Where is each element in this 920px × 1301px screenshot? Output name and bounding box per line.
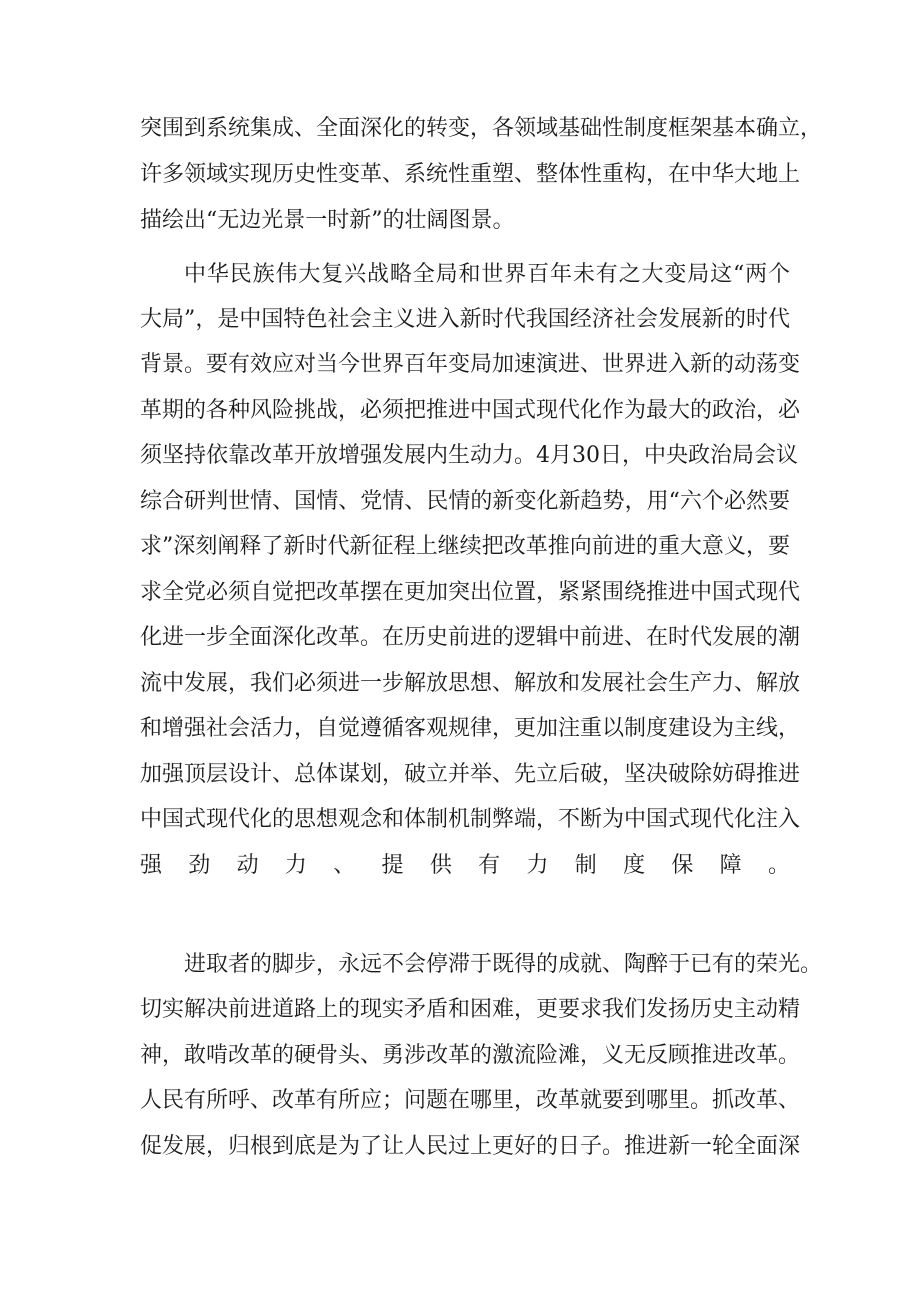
text-line: 神，敢啃改革的硬骨头、勇涉改革的激流险滩，义无反顾推进改革。	[140, 1043, 801, 1068]
text-line	[140, 891, 790, 931]
text-line: 人民有所呼、改革有所应；问题在哪里，改革就要到哪里。抓改革、	[140, 1088, 801, 1113]
text-line: 须坚持依靠改革开放增强发展内生动力。4月30日，中央政治局会议	[140, 443, 798, 468]
text-line: 切实解决前进道路上的现实矛盾和困难，更要求我们发扬历史主动精	[140, 997, 801, 1022]
text-line: 求全党必须自觉把改革摆在更加突出位置，紧紧围绕推进中国式现代	[140, 580, 801, 605]
text-line: 求”深刻阐释了新时代新征程上继续把改革推向前进的重大意义，要	[140, 534, 790, 559]
text-line: 进取者的脚步，永远不会停滞于既得的成就、陶醉于已有的荣光。	[184, 952, 823, 977]
text-line: 许多领域实现历史性变革、系统性重塑、整体性重构，在中华大地上	[140, 162, 801, 187]
text-line: 中国式现代化的思想观念和体制机制弊端，不断为中国式现代化注入	[140, 807, 801, 832]
text-line: 背景。要有效应对当今世界百年变局加速演进、世界进入新的动荡变	[140, 352, 801, 377]
text-line: 突围到系统集成、全面深化的转变，各领域基础性制度框架基本确立，	[140, 116, 823, 141]
text-line: 强劲动力、提供有力制度保障。	[140, 853, 790, 878]
text-line: 化进一步全面深化改革。在历史前进的逻辑中前进、在时代发展的潮	[140, 625, 801, 650]
text-line: 综合研判世情、国情、党情、民情的新变化新趋势，用“六个必然要	[140, 489, 790, 514]
text-line: 中华民族伟大复兴战略全局和世界百年未有之大变局这“两个	[184, 262, 790, 287]
text-line: 加强顶层设计、总体谋划，破立并举、先立后破，坚决破除妨碍推进	[140, 762, 801, 787]
text-line: 和增强社会活力，自觉遵循客观规律，更加注重以制度建设为主线，	[140, 716, 801, 741]
text-line: 促发展，归根到底是为了让人民过上更好的日子。推进新一轮全面深	[140, 1134, 801, 1159]
text-line: 大局”，是中国特色社会主义进入新时代我国经济社会发展新的时代	[140, 307, 790, 332]
text-line: 描绘出“无边光景一时新”的壮阔图景。	[140, 208, 515, 233]
text-line: 流中发展，我们必须进一步解放思想、解放和发展社会生产力、解放	[140, 671, 801, 696]
text-line: 革期的各种风险挑战，必须把推进中国式现代化作为最大的政治，必	[140, 398, 801, 423]
